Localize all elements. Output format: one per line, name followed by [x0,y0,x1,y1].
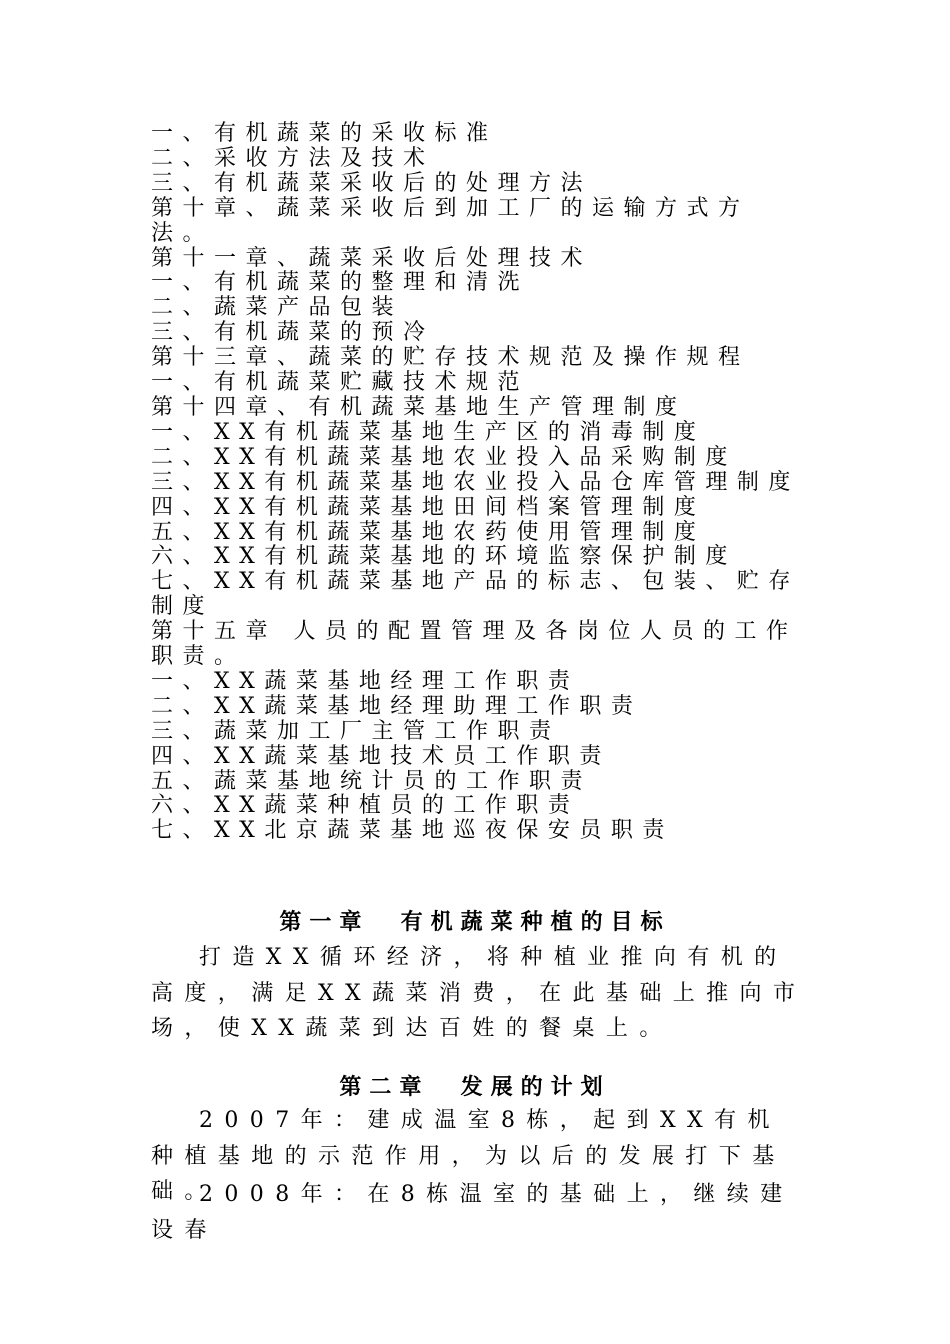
toc-item: 五、XX有机蔬菜基地农药使用管理制度 [151,519,706,545]
toc-item: 四、XX蔬菜基地技术员工作职责 [151,743,611,769]
toc-item: 六、XX蔬菜种植员的工作职责 [151,793,580,819]
toc-item: 第十三章、蔬菜的贮存技术规范及操作规程 [151,345,750,371]
toc-item: 五、蔬菜基地统计员的工作职责 [151,768,593,794]
toc-item: 一、XX有机蔬菜基地生产区的消毒制度 [151,419,706,445]
table-of-contents [151,122,801,844]
toc-item: 一、有机蔬菜的整理和清洗 [151,270,530,296]
chapter-2-paragraph-2008: 2008年：在8栋温室的基础上，继续建设春 [151,1182,794,1243]
toc-item: 六、XX有机蔬菜基地的环境监察保护制度 [151,544,737,570]
chapter-2-heading: 第二章 发展的计划 [339,1074,611,1100]
toc-item: 第十五章 人员的配置管理及各岗位人员的工作职责。 [151,619,798,670]
chapter-1-paragraph: 打造XX循环经济，将种植业推向有机的高度，满足XX蔬菜消费，在此基础上推向市场，使XX蔬菜到达百姓的餐桌上。 [151,945,807,1042]
toc-item: 七、XX有机蔬菜基地产品的标志、包装、贮存制度 [151,569,800,620]
toc-item: 第十四章、有机蔬菜基地生产管理制度 [151,394,687,420]
toc-item: 二、采收方法及技术 [151,145,435,171]
toc-item: 一、XX蔬菜基地经理工作职责 [151,668,580,694]
toc-item: 三、蔬菜加工厂主管工作职责 [151,718,561,744]
chapter-2-paragraph-2007: 2007年：建成温室8栋，起到XX有机种植基地的示范作用，为以后的发展打下基础。 [151,1108,786,1205]
chapter-1-heading: 第一章 有机蔬菜种植的目标 [279,909,671,935]
toc-item: 第十章、蔬菜采收后到加工厂的运输方式方法。 [151,195,750,246]
toc-item: 三、XX有机蔬菜基地农业投入品仓库管理制度 [151,469,800,495]
toc-item: 三、有机蔬菜采收后的处理方法 [151,170,593,196]
toc-item: 四、XX有机蔬菜基地田间档案管理制度 [151,494,706,520]
toc-item: 七、XX北京蔬菜基地巡夜保安员职责 [151,818,674,844]
toc-item: 一、有机蔬菜贮藏技术规范 [151,370,530,396]
toc-item: 一、有机蔬菜的采收标准 [151,121,498,146]
toc-item: 二、XX有机蔬菜基地农业投入品采购制度 [151,444,737,470]
toc-item: 二、蔬菜产品包装 [151,295,404,321]
toc-item: 二、XX蔬菜基地经理助理工作职责 [151,693,643,719]
toc-item: 三、有机蔬菜的预冷 [151,320,435,346]
toc-item: 第十一章、蔬菜采收后处理技术 [151,245,593,271]
